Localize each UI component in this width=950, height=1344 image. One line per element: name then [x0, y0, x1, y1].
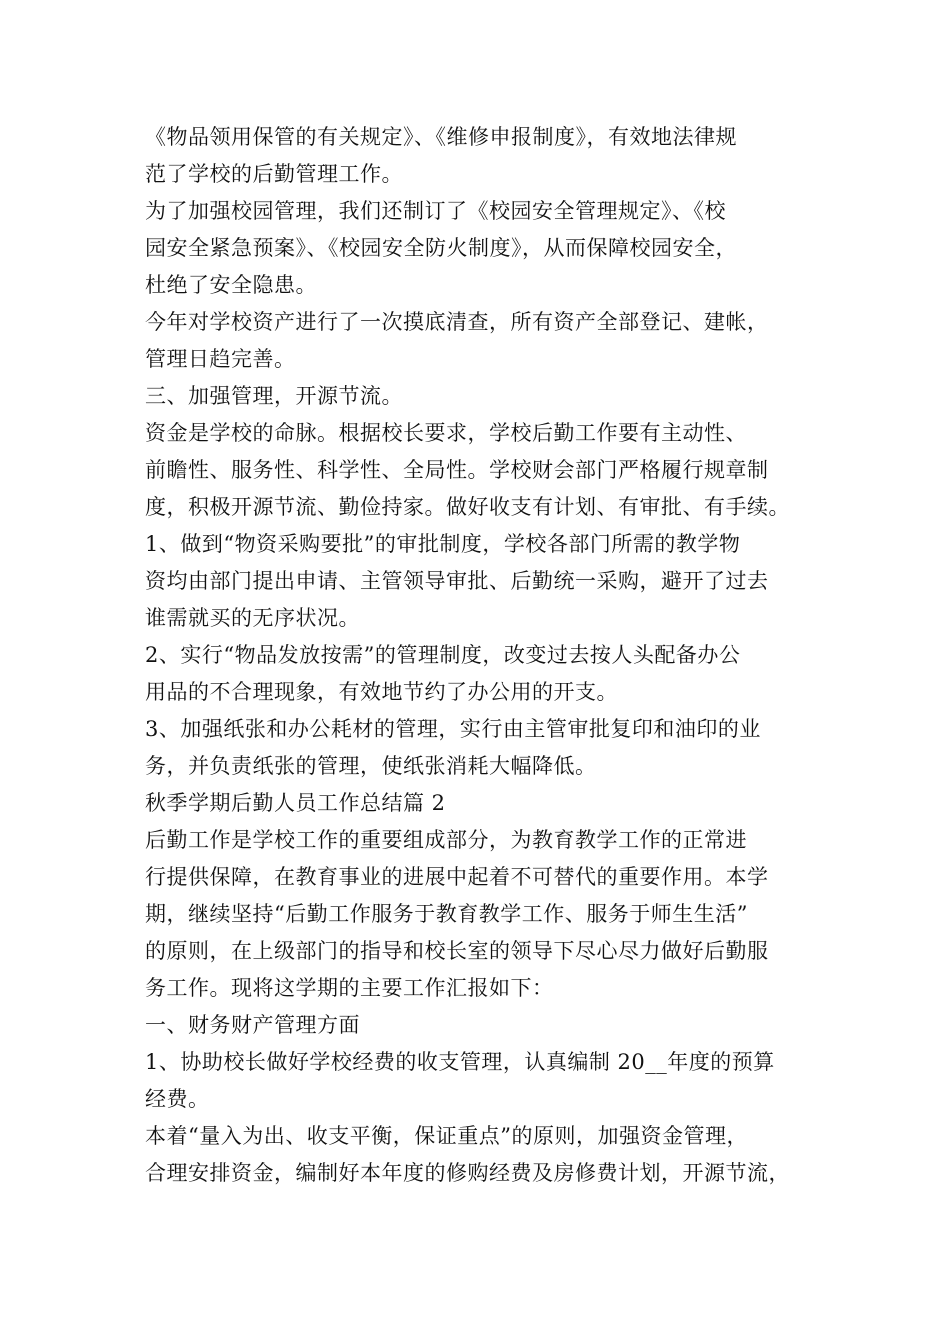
text-line: 后勤工作是学校工作的重要组成部分，为教育教学工作的正常进: [145, 828, 747, 852]
text-line: 今年对学校资产进行了一次摸底清查，所有资产全部登记、建帐，: [145, 310, 769, 334]
text-line: 务工作。现将这学期的主要工作汇报如下：: [145, 976, 554, 1000]
text-line: 2、实行“物品发放按需”的管理制度，改变过去按人头配备办公: [145, 643, 741, 667]
text-line: 为了加强校园管理，我们还制订了《校园安全管理规定》、《校: [145, 199, 726, 223]
text-line: 的原则，在上级部门的指导和校长室的领导下尽心尽力做好后勤服: [145, 939, 769, 963]
text-line: 务，并负责纸张的管理，使纸张消耗大幅降低。: [145, 754, 597, 778]
text-line: 度，积极开源节流、勤俭持家。做好收支有计划、有审批、有手续。: [145, 495, 790, 519]
text-line: 经费。: [145, 1087, 210, 1111]
text-line: 资均由部门提出申请、主管领导审批、后勤统一采购，避开了过去: [145, 569, 769, 593]
text-line: 用品的不合理现象，有效地节约了办公用的开支。: [145, 680, 618, 704]
text-line: 1、做到“物资采购要批”的审批制度，学校各部门所需的教学物: [145, 532, 741, 556]
text-line: 前瞻性、服务性、科学性、全局性。学校财会部门严格履行规章制: [145, 458, 769, 482]
text-line: 园安全紧急预案》、《校园安全防火制度》，从而保障校园安全，: [145, 236, 737, 260]
text-line: 杜绝了安全隐患。: [145, 273, 317, 297]
section-heading: 一、财务财产管理方面: [145, 1013, 360, 1037]
text-line: 管理日趋完善。: [145, 347, 296, 371]
text-line: 期，继续坚持“后勤工作服务于教育教学工作、服务于师生生活”: [145, 902, 748, 926]
text-line: 3、加强纸张和办公耗材的管理，实行由主管审批复印和油印的业: [145, 717, 761, 741]
text-line: 范了学校的后勤管理工作。: [145, 162, 403, 186]
text-line: 1、协助校长做好学校经费的收支管理，认真编制 20__年度的预算: [145, 1050, 775, 1074]
text-line: 《物品领用保管的有关规定》、《维修申报制度》，有效地法律规: [145, 125, 737, 149]
text-line: 合理安排资金，编制好本年度的修购经费及房修费计划，开源节流，: [145, 1161, 790, 1185]
text-line: 行提供保障，在教育事业的进展中起着不可替代的重要作用。本学: [145, 865, 769, 889]
section-title: 秋季学期后勤人员工作总结篇 2: [145, 791, 446, 815]
section-heading: 三、加强管理，开源节流。: [145, 384, 403, 408]
text-line: 资金是学校的命脉。根据校长要求，学校后勤工作要有主动性、: [145, 421, 747, 445]
text-line: 谁需就买的无序状况。: [145, 606, 360, 630]
text-line: 本着“量入为出、收支平衡，保证重点”的原则，加强资金管理，: [145, 1124, 748, 1148]
